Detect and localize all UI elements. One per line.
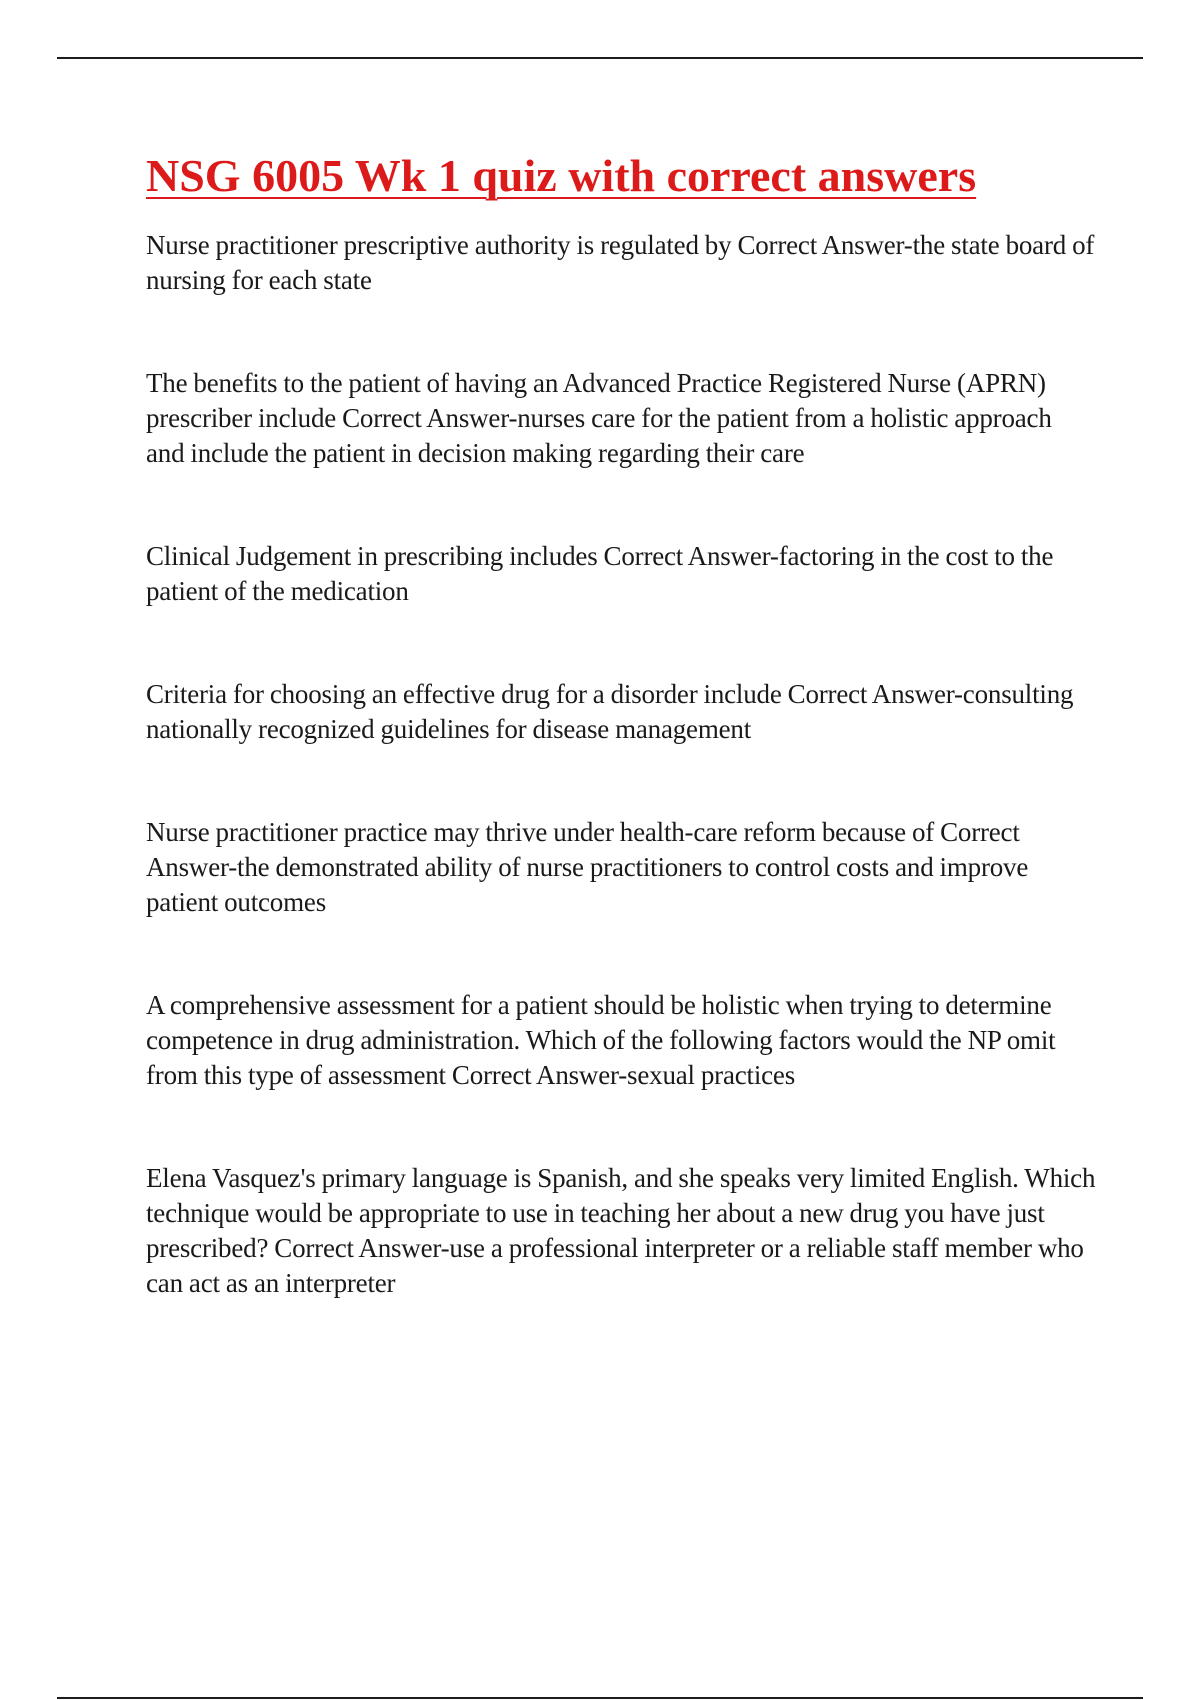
document-body <box>146 148 1096 1369</box>
qa-item-5: Nurse practitioner practice may thrive under health-care reform because of Correct Answer-the demonstrated ability of nurse practitioners to control costs and improve patient outcomes <box>146 817 1029 917</box>
qa-item-6: A comprehensive assessment for a patient should be holistic when trying to determine competence in drug administration. Which of the following factors would the NP omit from this type of assessment Correct Answer-sexual practices <box>146 990 1056 1090</box>
document-title: NSG 6005 Wk 1 quiz with correct answers <box>146 150 977 201</box>
qa-item-4: Criteria for choosing an effective drug for a disorder include Correct Answer-consulting nationally recognized guidelines for disease management <box>146 679 1074 744</box>
qa-item-2: The benefits to the patient of having an Advanced Practice Registered Nurse (APRN) prescriber include Correct Answer-nurses care for the patient from a holistic approach and include the patient in decision making regarding their care <box>146 368 1052 468</box>
qa-item-3: Clinical Judgement in prescribing includes Correct Answer-factoring in the cost to the patient of the medication <box>146 541 1054 606</box>
qa-item-1: Nurse practitioner prescriptive authority is regulated by Correct Answer-the state board of nursing for each state <box>146 230 1095 295</box>
bottom-rule <box>57 1697 1143 1699</box>
top-rule <box>57 57 1143 59</box>
qa-item-7: Elena Vasquez's primary language is Spanish, and she speaks very limited English. Which technique would be appropriate to use in teaching her about a new drug you have just prescribed? Correct Answer-use a professional interpreter or a reliable staff member who can act as an interpreter <box>146 1163 1096 1298</box>
